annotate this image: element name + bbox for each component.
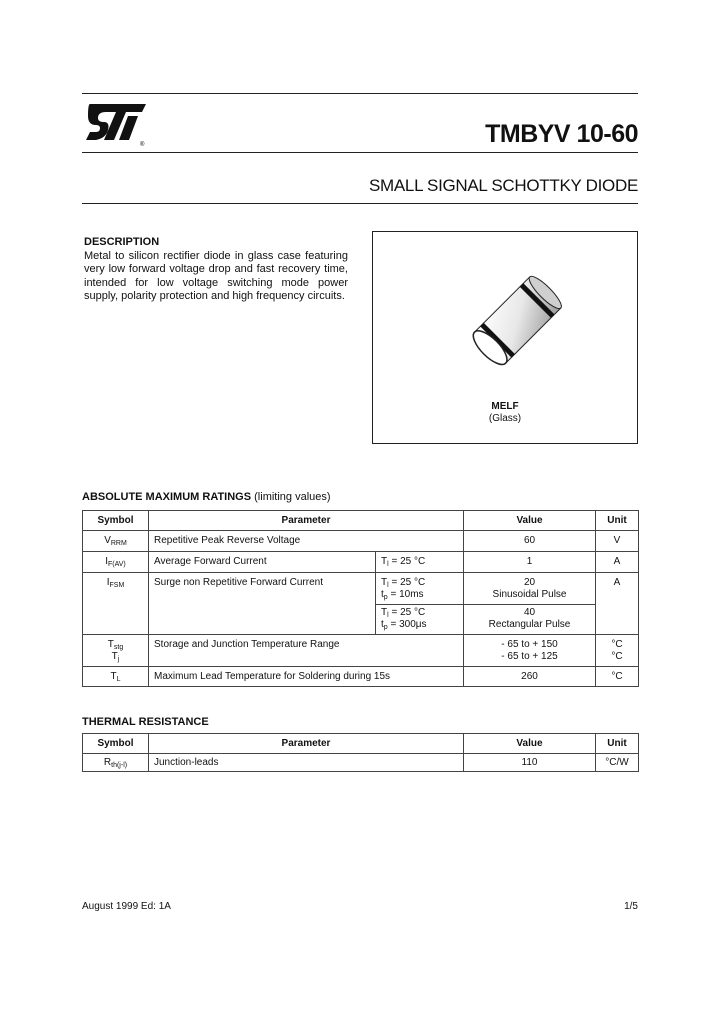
symbol: V (104, 535, 111, 546)
abs-max-heading-note: (limiting values) (254, 491, 331, 503)
table-row (83, 754, 639, 772)
table-row (83, 635, 639, 667)
symbol-subscript: FSM (109, 582, 125, 589)
header-parameter: Parameter (149, 734, 464, 754)
cond-value: = 25 °C (391, 556, 426, 567)
symbol-cell (83, 552, 149, 573)
symbol-subscript: stg (113, 644, 124, 651)
description-heading: DESCRIPTION (84, 236, 160, 248)
symbol: T (111, 651, 118, 662)
package-material: (Glass) (488, 413, 522, 424)
value-cell: 60 (464, 531, 596, 552)
header-value: Value (464, 734, 596, 754)
cond-symbol: T (381, 577, 388, 588)
value-cell: 260 (464, 667, 596, 687)
unit-cell: °C (596, 667, 639, 687)
st-logo (84, 100, 154, 148)
header-unit: Unit (596, 511, 639, 531)
abs-max-heading (82, 491, 331, 503)
symbol-cell (83, 531, 149, 552)
symbol-subscript: F(AV) (108, 561, 126, 568)
parameter-cell: Junction-leads (149, 754, 464, 772)
footer-date: August 1999 Ed: 1A (82, 901, 171, 912)
value-cell: 1 (464, 552, 596, 573)
value: 40 (523, 607, 536, 618)
header-value: Value (464, 511, 596, 531)
table-header-row (83, 734, 639, 754)
package-name: MELF (491, 401, 519, 412)
table-row (83, 531, 639, 552)
cond-subscript: l (387, 612, 389, 619)
unit-cell: °C/W (596, 754, 639, 772)
value-cell (464, 573, 596, 605)
symbol-subscript: RRM (110, 540, 127, 547)
svg-text:®: ® (140, 142, 145, 148)
symbol: R (103, 757, 112, 768)
header-symbol: Symbol (83, 734, 149, 754)
parameter-cell-continued (149, 605, 376, 635)
description-text: Metal to silicon rectifier diode in glass case featuring very low forward voltage drop and fast recovery time, intended for low voltage switching mode power supply, polarity protection and high frequency circuits. (84, 250, 348, 302)
parameter-cell: Storage and Junction Temperature Range (149, 635, 464, 667)
condition-cell (376, 552, 464, 573)
value-note: Rectangular Pulse (488, 619, 571, 630)
table-row (83, 667, 639, 687)
value-cell: 110 (464, 754, 596, 772)
condition-cell (376, 573, 464, 605)
unit-cell: A (596, 552, 639, 573)
table-row (83, 552, 639, 573)
table-row (83, 573, 639, 605)
parameter-cell: Average Forward Current (149, 552, 376, 573)
thermal-table (82, 733, 639, 772)
part-number: TMBYV 10-60 (485, 120, 638, 148)
symbol: I (105, 556, 108, 567)
melf-diode-illustration (462, 270, 572, 380)
cond-subscript: p (383, 594, 388, 601)
cond-symbol: T (381, 607, 388, 618)
cond-subscript: l (387, 561, 389, 568)
abs-max-table (82, 510, 639, 687)
value-note: Sinusoidal Pulse (492, 589, 567, 600)
symbol-cell (83, 635, 149, 667)
header-unit: Unit (596, 734, 639, 754)
symbol-cell (83, 667, 149, 687)
header-rule (82, 152, 638, 153)
header-symbol: Symbol (83, 511, 149, 531)
cond-subscript: l (387, 582, 389, 589)
unit-cell: A (596, 573, 639, 605)
value: - 65 to + 150 (501, 639, 558, 650)
symbol-subscript: th(j-l) (111, 762, 128, 769)
symbol-subscript: j (117, 656, 120, 663)
symbol: T (107, 639, 114, 650)
value: 20 (523, 577, 536, 588)
cond-symbol: T (381, 556, 388, 567)
title-rule (82, 203, 638, 204)
cond-value: = 25 °C (391, 607, 426, 618)
cond-value: = 300μs (390, 619, 427, 630)
header-parameter: Parameter (149, 511, 464, 531)
symbol-cell (83, 754, 149, 772)
parameter-cell: Repetitive Peak Reverse Voltage (149, 531, 464, 552)
symbol: T (110, 671, 117, 682)
top-rule (82, 93, 638, 94)
document-title: SMALL SIGNAL SCHOTTKY DIODE (368, 176, 638, 195)
cond-subscript: p (383, 624, 388, 631)
value-cell (464, 635, 596, 667)
cond-value: = 25 °C (391, 577, 426, 588)
table-row (83, 605, 639, 635)
value: - 65 to + 125 (501, 651, 558, 662)
page-number: 1/5 (624, 901, 638, 912)
condition-cell (376, 605, 464, 635)
parameter-cell: Surge non Repetitive Forward Current (149, 573, 376, 605)
thermal-heading: THERMAL RESISTANCE (82, 716, 209, 728)
table-header-row (83, 511, 639, 531)
unit-cell: V (596, 531, 639, 552)
symbol-subscript: L (116, 676, 121, 683)
cond-value: = 10ms (390, 589, 424, 600)
value-cell (464, 605, 596, 635)
abs-max-heading-title: ABSOLUTE MAXIMUM RATINGS (82, 491, 252, 503)
unit: °C (611, 639, 623, 650)
unit-cell (596, 635, 639, 667)
parameter-cell: Maximum Lead Temperature for Soldering during 15s (149, 667, 464, 687)
unit: °C (611, 651, 623, 662)
unit-cell-continued (596, 605, 639, 635)
symbol-cell-continued (83, 605, 149, 635)
cond-symbol: t (381, 619, 384, 630)
cond-symbol: t (381, 589, 384, 600)
symbol: I (106, 577, 110, 588)
symbol-cell (83, 573, 149, 605)
